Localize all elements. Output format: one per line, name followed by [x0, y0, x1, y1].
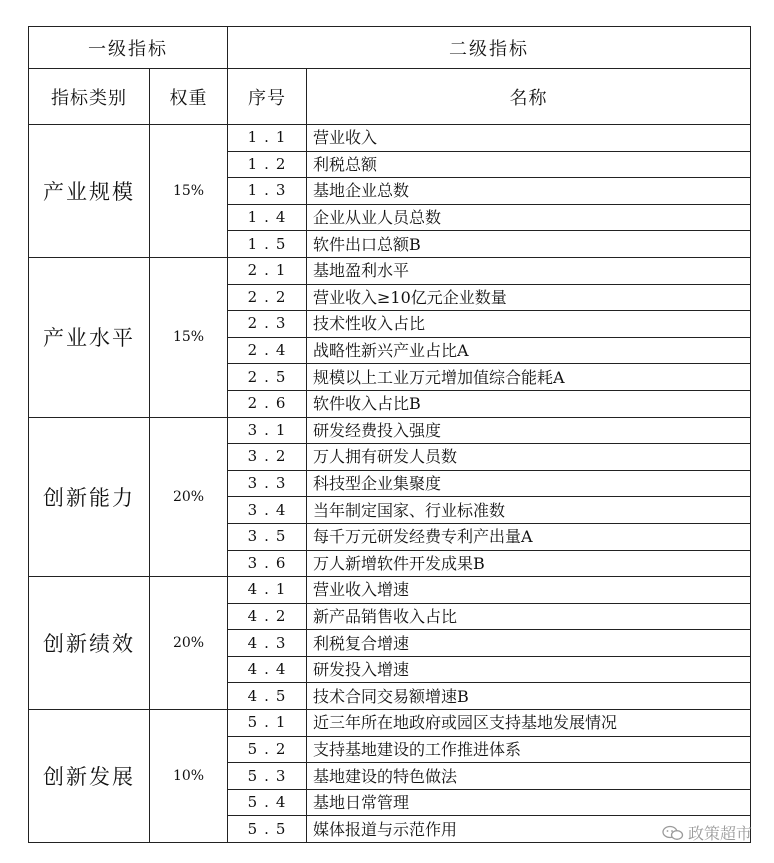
header-name: 名称 — [307, 69, 751, 125]
index-cell: 3.2 — [228, 444, 307, 471]
category-cell: 产业规模 — [29, 125, 150, 258]
watermark-text: 政策超市 — [687, 824, 752, 843]
indicator-name-cell: 新产品销售收入占比 — [307, 603, 751, 630]
indicator-name-cell: 科技型企业集聚度 — [307, 470, 751, 497]
indicator-name-cell: 软件收入占比B — [307, 390, 751, 417]
table-body — [29, 125, 751, 843]
indicator-name-cell: 基地盈利水平 — [307, 257, 751, 284]
indicator-name-cell: 基地日常管理 — [307, 789, 751, 816]
index-cell: 4.5 — [228, 683, 307, 710]
indicator-name-cell: 利税总额 — [307, 151, 751, 178]
indicator-name-cell: 研发投入增速 — [307, 656, 751, 683]
weight-cell: 20% — [150, 577, 228, 710]
index-cell: 2.3 — [228, 311, 307, 338]
index-cell: 3.5 — [228, 523, 307, 550]
indicator-name-cell: 媒体报道与示范作用 — [307, 816, 751, 843]
indicator-table — [28, 26, 751, 843]
indicator-name-cell: 万人拥有研发人员数 — [307, 444, 751, 471]
table-row — [29, 577, 751, 604]
indicator-name-cell: 基地建设的特色做法 — [307, 763, 751, 790]
table-row — [29, 417, 751, 444]
indicator-name-cell: 研发经费投入强度 — [307, 417, 751, 444]
watermark — [662, 821, 752, 844]
index-cell: 5.4 — [228, 789, 307, 816]
indicator-name-cell: 近三年所在地政府或园区支持基地发展情况 — [307, 710, 751, 737]
table-row — [29, 125, 751, 152]
index-cell: 3.3 — [228, 470, 307, 497]
category-cell: 创新绩效 — [29, 577, 150, 710]
index-cell: 2.4 — [228, 337, 307, 364]
indicator-name-cell: 技术性收入占比 — [307, 311, 751, 338]
category-cell: 产业水平 — [29, 257, 150, 417]
weight-cell: 15% — [150, 125, 228, 258]
header-category: 指标类别 — [29, 69, 150, 125]
index-cell: 2.6 — [228, 390, 307, 417]
indicator-name-cell: 营业收入≥10亿元企业数量 — [307, 284, 751, 311]
index-cell: 2.5 — [228, 364, 307, 391]
header-weight: 权重 — [150, 69, 228, 125]
indicator-name-cell: 营业收入 — [307, 125, 751, 152]
wechat-icon — [662, 825, 684, 841]
index-cell: 2.1 — [228, 257, 307, 284]
index-cell: 4.2 — [228, 603, 307, 630]
table-row — [29, 710, 751, 737]
indicator-name-cell: 基地企业总数 — [307, 178, 751, 205]
index-cell: 1.4 — [228, 204, 307, 231]
index-cell: 1.1 — [228, 125, 307, 152]
index-cell: 5.5 — [228, 816, 307, 843]
indicator-name-cell: 企业从业人员总数 — [307, 204, 751, 231]
indicator-name-cell: 利税复合增速 — [307, 630, 751, 657]
indicator-name-cell: 万人新增软件开发成果B — [307, 550, 751, 577]
index-cell: 5.1 — [228, 710, 307, 737]
weight-cell: 15% — [150, 257, 228, 417]
indicator-name-cell: 软件出口总额B — [307, 231, 751, 258]
index-cell: 3.6 — [228, 550, 307, 577]
indicator-name-cell: 营业收入增速 — [307, 577, 751, 604]
category-cell: 创新发展 — [29, 710, 150, 843]
index-cell: 1.3 — [228, 178, 307, 205]
table-row — [29, 257, 751, 284]
weight-cell: 10% — [150, 710, 228, 843]
indicator-name-cell: 支持基地建设的工作推进体系 — [307, 736, 751, 763]
index-cell: 1.2 — [228, 151, 307, 178]
index-cell: 1.5 — [228, 231, 307, 258]
index-cell: 4.3 — [228, 630, 307, 657]
category-cell: 创新能力 — [29, 417, 150, 577]
index-cell: 4.4 — [228, 656, 307, 683]
weight-cell: 20% — [150, 417, 228, 577]
index-cell: 2.2 — [228, 284, 307, 311]
header-level2: 二级指标 — [228, 27, 751, 69]
indicator-name-cell: 每千万元研发经费专利产出量A — [307, 523, 751, 550]
indicator-name-cell: 技术合同交易额增速B — [307, 683, 751, 710]
index-cell: 5.3 — [228, 763, 307, 790]
header-level1: 一级指标 — [29, 27, 228, 69]
header-index: 序号 — [228, 69, 307, 125]
index-cell: 3.1 — [228, 417, 307, 444]
index-cell: 3.4 — [228, 497, 307, 524]
indicator-name-cell: 当年制定国家、行业标准数 — [307, 497, 751, 524]
indicator-name-cell: 战略性新兴产业占比A — [307, 337, 751, 364]
index-cell: 5.2 — [228, 736, 307, 763]
indicator-name-cell: 规模以上工业万元增加值综合能耗A — [307, 364, 751, 391]
index-cell: 4.1 — [228, 577, 307, 604]
